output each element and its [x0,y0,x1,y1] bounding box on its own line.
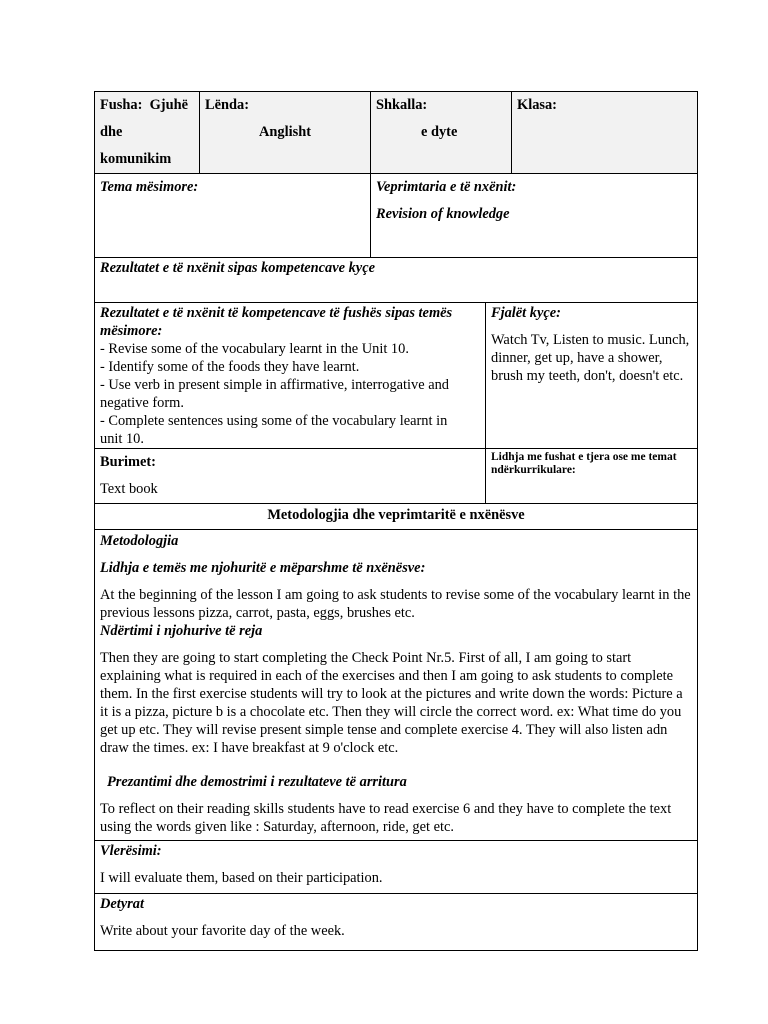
lidhja-cell [486,449,698,504]
lenda-value: Anglisht [259,124,311,140]
vleresimi-value: I will evaluate them, based on their participation. [100,870,383,886]
fusha-label: Fusha: [100,97,143,113]
vleresimi-label: Vlerësimi: [100,843,162,859]
fjalet-kyce-value: Watch Tv, Listen to music. Lunch, dinner, get up, have a shower, brush my teeth, don't, doesn't etc. [491,332,690,384]
shkalla-label: Shkalla: [376,97,428,113]
lidhja-label: Lidhja me fushat e tjera ose me temat ndërkurrikulare: [491,451,677,476]
detyrat-label: Detyrat [100,896,144,912]
rezultatet-kyce-label: Rezultatet e të nxënit sipas kompetencave kyçe [100,260,375,276]
klasa-label: Klasa: [517,97,557,113]
tema-cell [95,174,371,258]
fjalet-kyce-cell [486,303,698,449]
burimet-cell [95,449,486,504]
klasa-cell [512,92,698,174]
veprimtaria-value: Revision of knowledge [376,206,510,222]
rezultatet-kyce-cell [95,258,698,303]
tema-label: Tema mësimore: [100,179,199,195]
metodologjia-title-cell [95,504,698,530]
detyrat-value: Write about your favorite day of the week. [100,923,345,939]
fusha-value-3: komunikim [100,151,172,167]
rezultatet-fushes-cell [95,303,486,449]
rezultatet-item-4: - Complete sentences using some of the vocabulary learnt in unit 10. [100,413,448,447]
lesson-plan [94,91,697,951]
fusha-cell [95,92,200,174]
metodologjia-label: Metodologjia [100,533,179,549]
rezultatet-item-3: - Use verb in present simple in affirmative, interrogative and negative form. [100,377,449,411]
fjalet-kyce-label: Fjalët kyçe: [491,305,561,321]
ndertimi-text: Then they are going to start completing the Check Point Nr.5. First of all, I am going to start explaining what is required in each of the exercises and then I am going to ask students to complete them. In the first exercise students will try to look at the pictures and write down the words: Picture a it is a pizza, picture b is a chocolate etc. Then they will circle the correct word. ex: What time do you get up etc. They will revise present simple tense and complete exercise 4. They will also listen adn draw the times. ex: I have breakfast at 9 o'clock etc. [100,650,683,756]
rezultatet-item-1: - Revise some of the vocabulary learnt in the Unit 10. [100,341,409,357]
shkalla-cell [371,92,486,174]
lenda-label: Lënda: [205,97,249,113]
lesson-plan-table [94,91,698,951]
lidhja-njohurite-text: At the beginning of the lesson I am going to ask students to revise some of the vocabulary learnt in the previous lessons pizza, carrot, pasta, eggs, brushes etc. [100,587,691,621]
metodologjia-cell [95,530,698,841]
shkalla-value: e dyte [421,124,458,140]
burimet-value: Text book [100,481,158,497]
shkalla-spacer [486,92,512,174]
rezultatet-fushes-label: Rezultatet e të nxënit të kompetencave të fushës sipas temës mësimore: [100,305,453,339]
fusha-value-1: Gjuhë [149,97,188,113]
prezantimi-text: To reflect on their reading skills students have to read exercise 6 and they have to complete the text using the words given like : Saturday, afternoon, ride, get etc. [100,801,672,835]
metodologjia-title: Metodologjia dhe veprimtaritë e nxënësve [267,507,525,523]
veprimtaria-cell [371,174,698,258]
vleresimi-cell [95,841,698,894]
detyrat-cell [95,894,698,951]
fusha-value-2: dhe [100,124,123,140]
prezantimi-label: Prezantimi dhe demostrimi i rezultateve të arritura [107,774,407,790]
rezultatet-item-2: - Identify some of the foods they have learnt. [100,359,360,375]
lenda-cell [200,92,371,174]
veprimtaria-label: Veprimtaria e të nxënit: [376,179,517,195]
ndertimi-label: Ndërtimi i njohurive të reja [100,623,263,639]
lidhja-njohurite-label: Lidhja e temës me njohuritë e mëparshme të nxënësve: [100,560,426,576]
burimet-label: Burimet: [100,454,156,470]
